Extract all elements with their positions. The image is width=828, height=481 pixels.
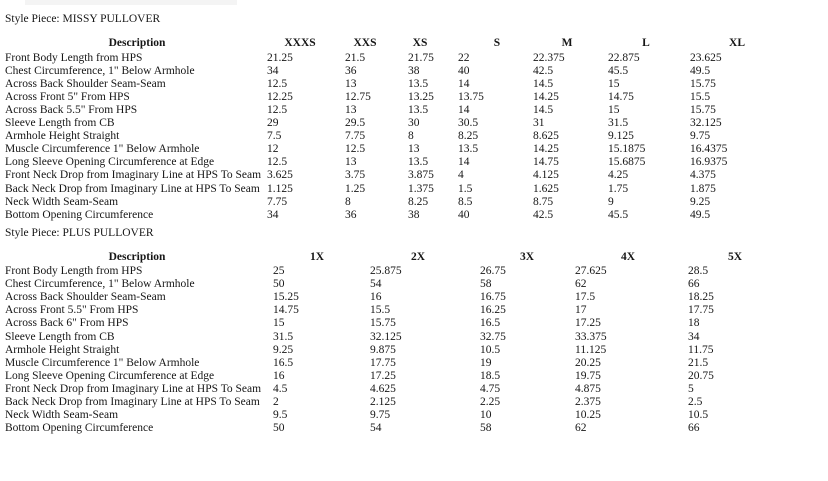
spec-value: 29.5 — [345, 117, 366, 129]
spec-value: 14.25 — [533, 143, 559, 156]
spec-value: 9.75 — [370, 409, 391, 422]
style-piece-title: Style Piece: MISSY PULLOVER — [5, 13, 161, 25]
spec-description: Bottom Opening Circumference — [5, 422, 154, 435]
spec-description: Neck Width Seam-Seam — [5, 409, 119, 422]
spec-value: 21.25 — [267, 51, 293, 64]
spec-value: 14.75 — [533, 156, 559, 169]
spec-value: 28.5 — [688, 265, 709, 277]
size-column-header: 2X — [410, 251, 426, 263]
spec-value: 25 — [273, 265, 285, 277]
spec-value: 15.5 — [690, 90, 711, 103]
spec-description: Front Body Length from HPS — [5, 265, 143, 277]
spec-value: 4.125 — [533, 169, 559, 182]
spec-value: 8.625 — [533, 130, 559, 143]
spec-description: Muscle Circumference 1" Below Armhole — [5, 143, 200, 156]
spec-description: Across Back 5.5" From HPS — [5, 103, 138, 116]
size-column-header: M — [561, 37, 573, 49]
spec-description: Chest Circumference, 1" Below Armhole — [5, 278, 195, 291]
spec-value: 10 — [480, 409, 492, 422]
spec-value: 15.75 — [370, 317, 396, 330]
spec-description: Across Back 6" From HPS — [5, 317, 129, 330]
spec-value: 12.5 — [267, 156, 288, 169]
size-column-header: XL — [729, 37, 745, 49]
description-column-header: Description — [108, 251, 166, 263]
spec-value: 17.75 — [370, 356, 396, 369]
spec-value: 15 — [608, 103, 620, 116]
spec-value: 1.875 — [690, 182, 716, 195]
spec-value: 15 — [608, 77, 620, 90]
spec-value: 18.5 — [480, 369, 501, 382]
spec-description: Neck Width Seam-Seam — [5, 195, 119, 208]
spec-value: 9.125 — [608, 130, 634, 143]
spec-value: 16.4375 — [690, 143, 728, 156]
spec-value: 15.75 — [690, 77, 716, 90]
spec-description: Front Body Length from HPS — [5, 51, 143, 64]
spec-value: 9.25 — [273, 343, 294, 356]
spec-value: 16.5 — [273, 356, 294, 369]
spec-description: Across Back Shoulder Seam-Seam — [5, 77, 166, 90]
spec-value: 66 — [688, 278, 700, 291]
spec-description: Front Neck Drop from Imaginary Line at HPS To Seam — [5, 382, 262, 395]
cropped-edge-artifact — [25, 0, 237, 5]
spec-value: 40 — [458, 208, 470, 221]
spec-value: 42.5 — [533, 208, 554, 221]
style-piece-title: Style Piece: PLUS PULLOVER — [5, 227, 154, 239]
spec-value: 2.375 — [575, 396, 601, 408]
spec-value: 9.875 — [370, 343, 396, 356]
spec-value: 49.5 — [690, 208, 711, 221]
spec-value: 49.5 — [690, 64, 711, 77]
spec-value: 8.5 — [458, 195, 473, 208]
spec-value: 14 — [458, 156, 470, 169]
spec-value: 1.375 — [408, 182, 434, 195]
size-column-header: 1X — [309, 251, 325, 263]
spec-value: 7.75 — [345, 130, 366, 143]
spec-value: 12.75 — [345, 90, 371, 103]
spec-value: 12.5 — [267, 103, 288, 116]
spec-value: 32.125 — [370, 330, 402, 343]
spec-description: Back Neck Drop from Imaginary Line at HPS To Seam — [5, 396, 260, 408]
spec-value: 4 — [458, 169, 464, 182]
spec-description: Across Back Shoulder Seam-Seam — [5, 291, 166, 304]
spec-value: 14.5 — [533, 77, 554, 90]
spec-value: 32.125 — [690, 117, 722, 129]
spec-value: 3.625 — [267, 169, 293, 182]
spec-description: Sleeve Length from CB — [5, 330, 115, 343]
size-column-header: XS — [412, 37, 428, 49]
spec-value: 13 — [345, 156, 357, 169]
spec-description: Armhole Height Straight — [5, 130, 120, 143]
spec-value: 11.75 — [688, 343, 714, 356]
spec-value: 15.6875 — [608, 156, 646, 169]
spec-value: 9 — [608, 195, 614, 208]
spec-value: 23.625 — [690, 51, 722, 64]
spec-value: 2.25 — [480, 396, 501, 408]
size-column-header: 3X — [519, 251, 535, 263]
spec-value: 8 — [408, 130, 414, 143]
spec-value: 8.25 — [458, 130, 479, 143]
spec-value: 21.75 — [408, 51, 434, 64]
spec-value: 54 — [370, 422, 382, 435]
spec-value: 14.75 — [273, 304, 299, 317]
spec-value: 5 — [688, 382, 694, 395]
spec-value: 7.75 — [267, 195, 288, 208]
spec-value: 34 — [267, 64, 279, 77]
spec-value: 34 — [267, 208, 279, 221]
spec-value: 19 — [480, 356, 492, 369]
size-column-header: XXS — [353, 37, 377, 49]
size-column-header: S — [493, 37, 501, 49]
spec-value: 50 — [273, 278, 285, 291]
spec-value: 3.875 — [408, 169, 434, 182]
spec-value: 25.875 — [370, 265, 402, 277]
spec-value: 3.75 — [345, 169, 366, 182]
spec-value: 16.75 — [480, 291, 506, 304]
spec-value: 13.5 — [408, 156, 429, 169]
spec-value: 17.25 — [370, 369, 396, 382]
spec-value: 1.125 — [267, 182, 293, 195]
spec-value: 17 — [575, 304, 587, 317]
spec-value: 32.75 — [480, 330, 506, 343]
spec-value: 36 — [345, 64, 357, 77]
spec-value: 4.375 — [690, 169, 716, 182]
size-column-header: 5X — [727, 251, 743, 263]
spec-value: 12.5 — [267, 77, 288, 90]
spec-value: 17.25 — [575, 317, 601, 330]
spec-value: 22.375 — [533, 51, 565, 64]
spec-value: 4.75 — [480, 382, 501, 395]
spec-value: 31.5 — [608, 117, 629, 129]
spec-value: 11.125 — [575, 343, 607, 356]
spec-description: Armhole Height Straight — [5, 343, 120, 356]
spec-value: 12.5 — [345, 143, 366, 156]
spec-value: 17.75 — [688, 304, 714, 317]
spec-value: 8.75 — [533, 195, 554, 208]
spec-value: 30 — [408, 117, 420, 129]
spec-value: 10.25 — [575, 409, 601, 422]
spec-value: 22.875 — [608, 51, 640, 64]
spec-value: 58 — [480, 422, 492, 435]
spec-value: 8 — [345, 195, 351, 208]
spec-value: 16.5 — [480, 317, 501, 330]
spec-description: Sleeve Length from CB — [5, 117, 115, 129]
spec-value: 19.75 — [575, 369, 601, 382]
spec-value: 31 — [533, 117, 545, 129]
spec-value: 9.75 — [690, 130, 711, 143]
spec-description: Across Front 5" From HPS — [5, 90, 130, 103]
spec-description: Muscle Circumference 1" Below Armhole — [5, 356, 200, 369]
spec-value: 31.5 — [273, 330, 294, 343]
description-column-header: Description — [108, 37, 166, 49]
spec-value: 16.9375 — [690, 156, 728, 169]
spec-description: Back Neck Drop from Imaginary Line at HPS To Seam — [5, 182, 260, 195]
spec-value: 4.625 — [370, 382, 396, 395]
spec-value: 14 — [458, 77, 470, 90]
spec-value: 20.25 — [575, 356, 601, 369]
spec-value: 14.5 — [533, 103, 554, 116]
spec-value: 4.5 — [273, 382, 288, 395]
spec-value: 27.625 — [575, 265, 607, 277]
spec-value: 21.5 — [688, 356, 709, 369]
spec-value: 4.25 — [608, 169, 629, 182]
spec-value: 15.25 — [273, 291, 299, 304]
spec-value: 22 — [458, 51, 470, 64]
spec-value: 18.25 — [688, 291, 714, 304]
spec-description: Long Sleeve Opening Circumference at Edge — [5, 156, 215, 169]
spec-value: 14.25 — [533, 90, 559, 103]
spec-value: 1.75 — [608, 182, 629, 195]
spec-value: 14.75 — [608, 90, 634, 103]
spec-value: 13.75 — [458, 90, 484, 103]
spec-value: 62 — [575, 422, 587, 435]
spec-description: Bottom Opening Circumference — [5, 208, 154, 221]
spec-value: 38 — [408, 64, 420, 77]
size-column-header: 4X — [620, 251, 636, 263]
spec-value: 13.5 — [408, 77, 429, 90]
spec-value: 13.25 — [408, 90, 434, 103]
spec-value: 12.25 — [267, 90, 293, 103]
spec-value: 14 — [458, 103, 470, 116]
spec-value: 12 — [267, 143, 279, 156]
spec-value: 30.5 — [458, 117, 479, 129]
spec-value: 13 — [345, 103, 357, 116]
spec-value: 62 — [575, 278, 587, 291]
spec-value: 34 — [688, 330, 700, 343]
spec-value: 1.25 — [345, 182, 366, 195]
spec-value: 16 — [370, 291, 382, 304]
spec-value: 26.75 — [480, 265, 506, 277]
spec-value: 1.625 — [533, 182, 559, 195]
spec-value: 9.5 — [273, 409, 288, 422]
spec-value: 13.5 — [408, 103, 429, 116]
spec-value: 21.5 — [345, 51, 366, 64]
spec-value: 54 — [370, 278, 382, 291]
spec-value: 42.5 — [533, 64, 554, 77]
spec-value: 17.5 — [575, 291, 596, 304]
spec-value: 8.25 — [408, 195, 429, 208]
spec-value: 45.5 — [608, 64, 629, 77]
spec-value: 33.375 — [575, 330, 607, 343]
spec-value: 2 — [273, 396, 279, 408]
spec-value: 2.5 — [688, 396, 703, 408]
spec-value: 29 — [267, 117, 279, 129]
spec-value: 13.5 — [458, 143, 479, 156]
spec-value: 16 — [273, 369, 285, 382]
spec-description: Across Front 5.5" From HPS — [5, 304, 139, 317]
spec-value: 38 — [408, 208, 420, 221]
size-column-header: XXXS — [284, 37, 316, 49]
spec-value: 50 — [273, 422, 285, 435]
spec-value: 10.5 — [480, 343, 501, 356]
spec-value: 36 — [345, 208, 357, 221]
spec-value: 40 — [458, 64, 470, 77]
spec-value: 13 — [345, 77, 357, 90]
spec-description: Long Sleeve Opening Circumference at Edge — [5, 369, 215, 382]
spec-value: 45.5 — [608, 208, 629, 221]
spec-value: 58 — [480, 278, 492, 291]
spec-value: 16.25 — [480, 304, 506, 317]
spec-value: 18 — [688, 317, 700, 330]
spec-value: 15.75 — [690, 103, 716, 116]
spec-value: 15 — [273, 317, 285, 330]
spec-value: 7.5 — [267, 130, 282, 143]
spec-value: 10.5 — [688, 409, 709, 422]
size-column-header: L — [642, 37, 650, 49]
spec-description: Front Neck Drop from Imaginary Line at HPS To Seam — [5, 169, 262, 182]
spec-value: 20.75 — [688, 369, 714, 382]
spec-value: 9.25 — [690, 195, 711, 208]
spec-description: Chest Circumference, 1" Below Armhole — [5, 64, 195, 77]
spec-value: 1.5 — [458, 182, 473, 195]
spec-value: 15.1875 — [608, 143, 646, 156]
spec-value: 2.125 — [370, 396, 396, 408]
spec-value: 4.875 — [575, 382, 601, 395]
spec-value: 13 — [408, 143, 420, 156]
spec-value: 15.5 — [370, 304, 391, 317]
spec-value: 66 — [688, 422, 700, 435]
